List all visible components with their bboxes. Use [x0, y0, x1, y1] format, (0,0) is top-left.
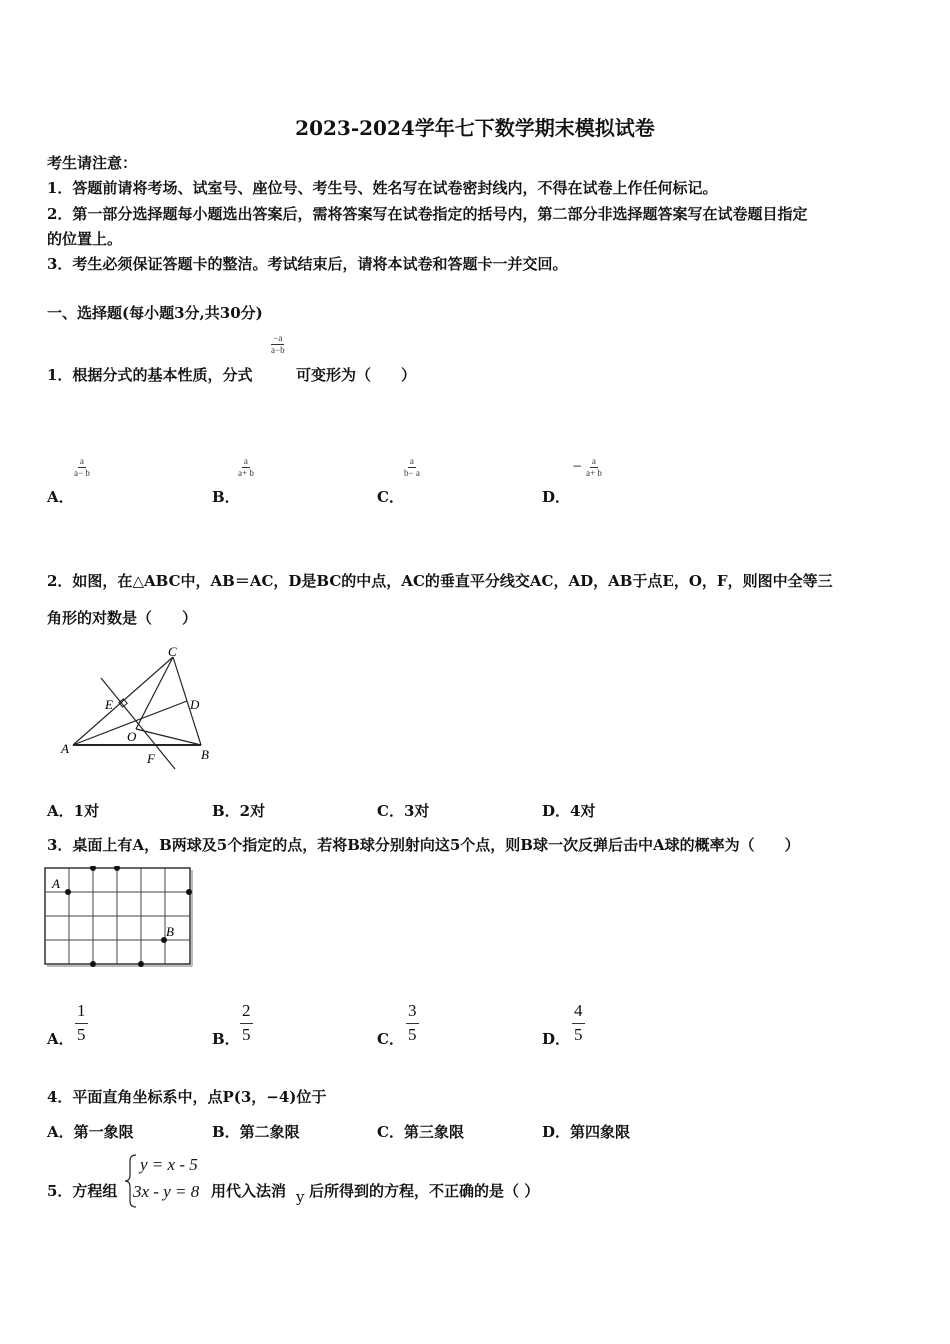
q2-stem-line2: 角形的对数是（ ）	[47, 609, 198, 627]
q1-stem-tail: 可变形为（ ）	[296, 366, 417, 384]
segment-co	[136, 657, 173, 729]
q4-option-b: B．第二象限	[212, 1123, 300, 1141]
perpendicular-bisector	[101, 678, 175, 769]
segment-ac	[73, 657, 173, 745]
section-heading: 一、选择题(每小题3分,共30分)	[47, 304, 263, 322]
notice-item: 2．第一部分选择题每小题选出答案后，需将答案写在试卷指定的括号内，第二部分非选择题答案写在试卷题目指定	[47, 205, 808, 223]
notice-item: 1．答题前请将考场、试室号、座位号、考生号、姓名写在试卷密封线内，不得在试卷上作任何标记。	[47, 179, 718, 197]
label-d: D	[190, 697, 200, 712]
q2-option-b: B．2对	[212, 802, 266, 820]
q5-stem-tail: 后所得到的方程，不正确的是（ ）	[309, 1182, 540, 1200]
q3-stem: 3．桌面上有A，B两球及5个指定的点，若将B球分别射向这5个点，则B球一次反弹后击中A球的概率为（ ）	[47, 836, 800, 854]
q2-option-c: C．3对	[377, 802, 430, 820]
q1-option-b-label: B．	[212, 488, 240, 506]
label-c: C	[168, 645, 177, 659]
q1-stem: 1．根据分式的基本性质，分式	[47, 366, 253, 384]
notice-item: 3．考生必须保证答题卡的整洁。考试结束后，请将本试卷和答题卡一并交回。	[47, 255, 568, 273]
q2-option-a: A．1对	[47, 802, 100, 820]
q1-option-b-fraction: $\frac{a}{a+ b}$	[238, 456, 254, 478]
q3-option-c-label: C．	[377, 1030, 404, 1048]
equation-2: 3x - y = 8	[133, 1182, 200, 1201]
q3-option-a-fraction: $\frac{1}{5}$	[77, 1001, 86, 1044]
q5-variable: y	[296, 1188, 305, 1206]
target-point	[186, 889, 192, 895]
q1-option-d-fraction: $\frac{a}{a+ b}$	[586, 456, 602, 478]
q5-stem-mid: 用代入法消	[211, 1182, 287, 1200]
billiard-grid-figure	[44, 866, 198, 972]
q3-option-c-fraction: $\frac{3}{5}$	[408, 1001, 417, 1044]
label-a: A	[52, 876, 60, 891]
fraction-denominator: a−b	[271, 345, 285, 355]
q1-option-c-label: C．	[377, 488, 404, 506]
q1-option-a-fraction: $\frac{a}{a- b}$	[74, 456, 90, 478]
q4-stem: 4．平面直角坐标系中，点P(3，−4)位于	[47, 1088, 327, 1106]
q3-option-a-label: A．	[47, 1030, 74, 1048]
notice-heading: 考生请注意：	[47, 154, 138, 172]
ball-a	[65, 889, 71, 895]
label-a: A	[61, 741, 69, 756]
q3-option-d-label: D．	[542, 1030, 571, 1048]
minus-sign: −	[572, 459, 583, 473]
q4-option-c: C．第三象限	[377, 1123, 464, 1141]
target-point	[90, 961, 96, 967]
q1-option-a-label: A．	[47, 488, 74, 506]
notice-item: 的位置上。	[47, 230, 123, 248]
label-e: E	[105, 697, 113, 712]
label-f: F	[147, 751, 155, 766]
segment-ob	[136, 729, 201, 745]
q5-stem: 5．方程组	[47, 1182, 118, 1200]
q2-stem: 2．如图，在△ABC中，AB＝AC，D是BC的中点，AC的垂直平分线交AC，AD，AB于点E，O，F，则图中全等三	[47, 572, 833, 590]
q3-option-b-label: B．	[212, 1030, 240, 1048]
equation-1: y = x - 5	[140, 1155, 198, 1174]
label-o: O	[127, 729, 137, 744]
target-point	[138, 961, 144, 967]
q1-option-c-fraction: $\frac{a}{b- a}$	[404, 456, 420, 478]
q1-fraction	[271, 333, 285, 356]
label-b: B	[201, 747, 209, 762]
q2-option-d: D．4对	[542, 802, 596, 820]
label-b: B	[166, 924, 174, 939]
triangle-figure	[55, 645, 230, 775]
q1-option-d-label: D．	[542, 488, 571, 506]
q4-option-a: A．第一象限	[47, 1123, 134, 1141]
q4-option-d: D．第四象限	[542, 1123, 631, 1141]
fraction-numerator: −a	[273, 333, 283, 343]
q3-option-d-fraction: $\frac{4}{5}$	[574, 1001, 583, 1044]
q3-option-b-fraction: $\frac{2}{5}$	[242, 1001, 251, 1044]
page-title: 2023-2024学年七下数学期末模拟试卷	[295, 116, 655, 140]
